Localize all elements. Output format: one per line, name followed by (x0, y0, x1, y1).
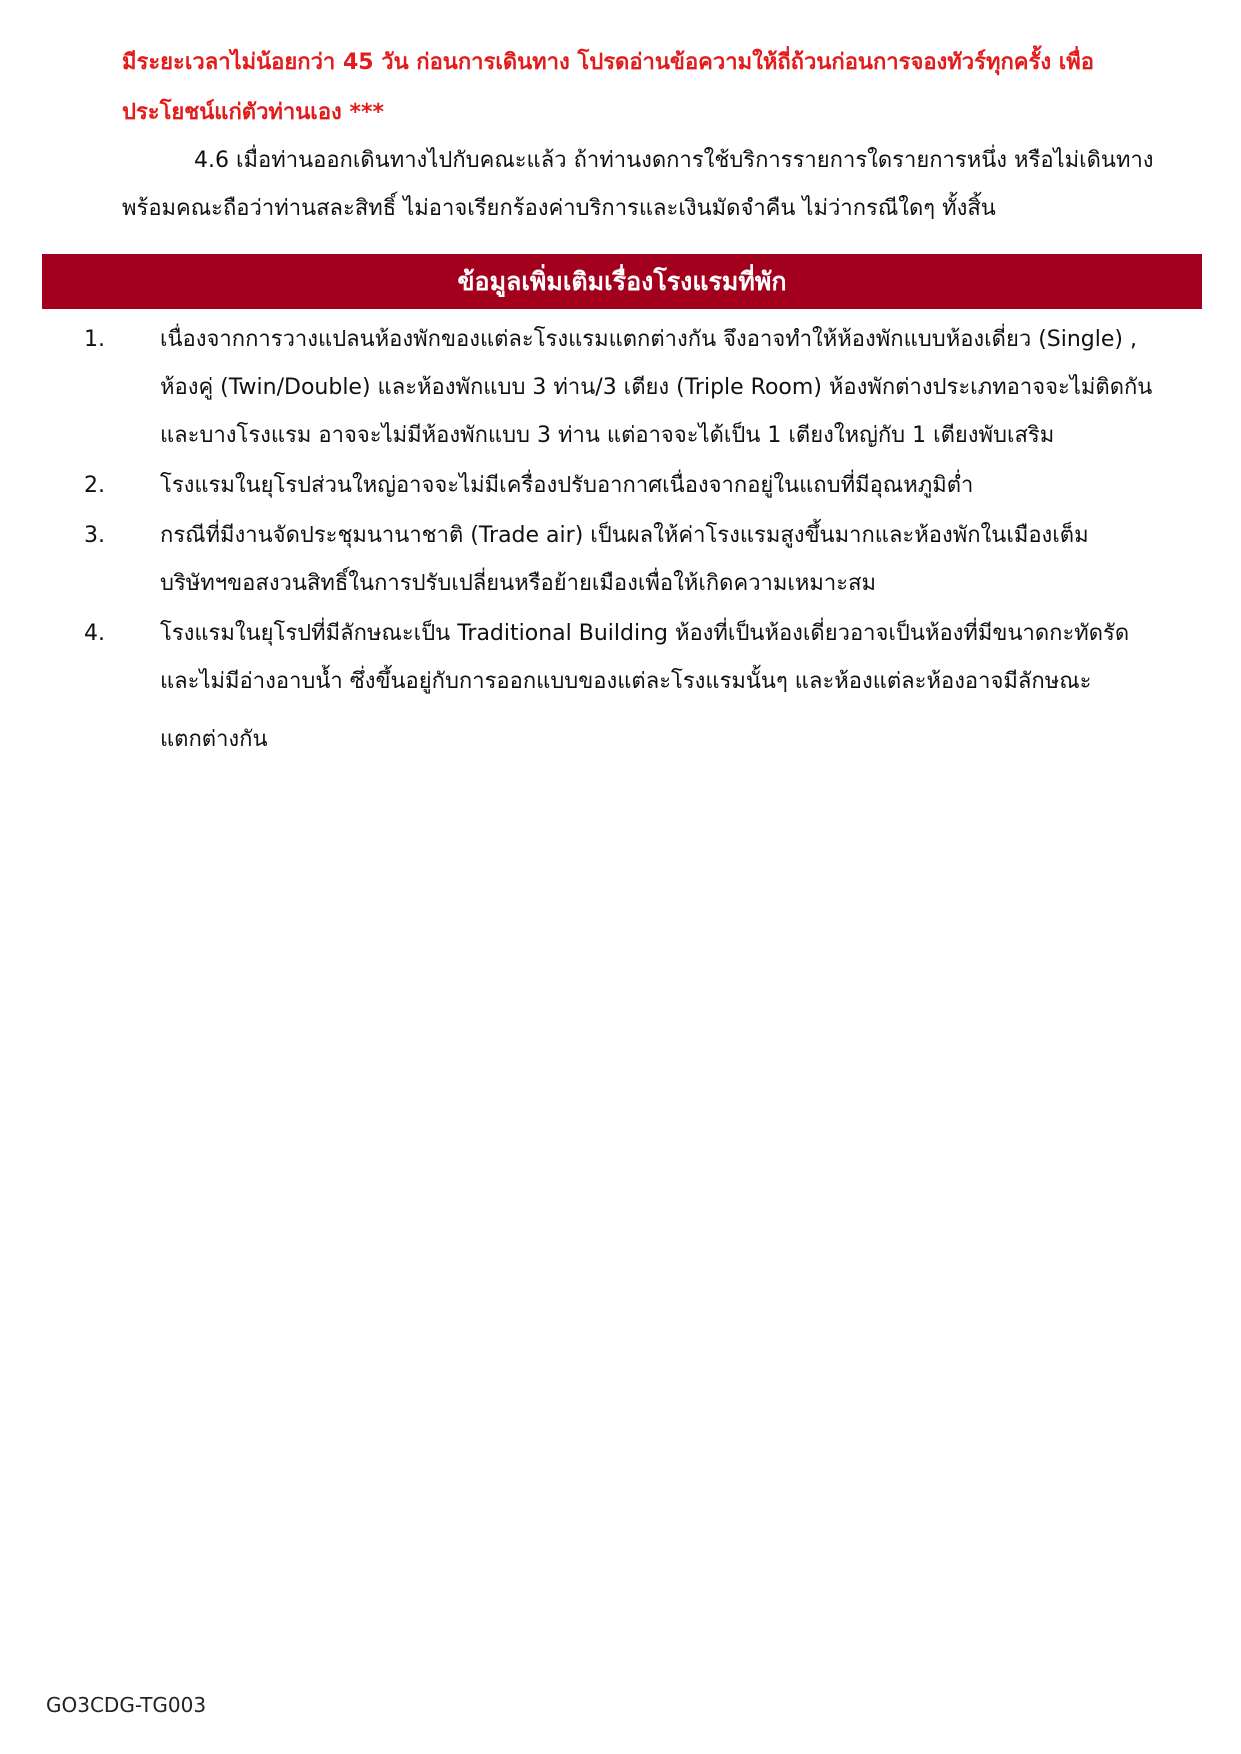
hotel-info-list (0, 316, 1241, 766)
list-item-text (160, 462, 1205, 510)
list-item-line: บริษัทฯขอสงวนสิทธิ์ในการปรับเปลี่ยนหรือย้ายเมืองเพื่อให้เกิดความเหมาะสม (160, 571, 877, 596)
warning-line-1: มีระยะเวลาไม่น้อยกว่า 45 วัน ก่อนการเดินทาง โปรดอ่านข้อความให้ถี่ถ้วนก่อนการจองทัวร์ทุกครั้ง เพื่อ (122, 50, 1094, 75)
list-item-number: 3. (84, 523, 105, 548)
list-item-line: กรณีที่มีงานจัดประชุมนานาชาติ (Trade air) เป็นผลให้ค่าโรงแรมสูงขึ้นมากและห้องพักในเมืองเต็ม (160, 523, 1089, 548)
list-item-line: และบางโรงแรม อาจจะไม่มีห้องพักแบบ 3 ท่าน แต่อาจจะได้เป็น 1 เตียงใหญ่กับ 1 เตียงพับเสริม (160, 423, 1055, 448)
list-item-text (160, 610, 1205, 764)
list-item (0, 610, 1241, 764)
section-title: ข้อมูลเพิ่มเติมเรื่องโรงแรมที่พัก (457, 266, 787, 296)
list-item-line: เนื่องจากการวางแปลนห้องพักของแต่ละโรงแรมแตกต่างกัน จึงอาจทำให้ห้องพักแบบห้องเดี่ยว (Single) , (160, 327, 1137, 352)
list-item (0, 462, 1241, 510)
booking-warning (122, 38, 1202, 138)
document-code-footer: GO3CDG-TG003 (46, 1693, 207, 1717)
list-item-number: 1. (84, 327, 105, 352)
list-item-line: โรงแรมในยุโรปที่มีลักษณะเป็น Traditional Building ห้องที่เป็นห้องเดี่ยวอาจเป็นห้องที่มีขนาดกะทัดรัด (160, 621, 1130, 646)
list-item-number: 4. (84, 621, 105, 646)
list-item-text (160, 316, 1205, 460)
list-item-number: 2. (84, 473, 105, 498)
clause-4-6-line-1: 4.6 เมื่อท่านออกเดินทางไปกับคณะแล้ว ถ้าท่านงดการใช้บริการรายการใดรายการหนึ่ง หรือไม่เดินทาง (194, 148, 1154, 173)
clause-4-6 (122, 137, 1202, 233)
warning-line-2: ประโยชน์แก่ตัวท่านเอง *** (122, 100, 384, 125)
section-title-banner (42, 254, 1202, 309)
list-item-line: และไม่มีอ่างอาบน้ำ ซึ่งขึ้นอยู่กับการออกแบบของแต่ละโรงแรมนั้นๆ และห้องแต่ละห้องอาจมีลักษณะ (160, 669, 1092, 694)
clause-4-6-line-2: พร้อมคณะถือว่าท่านสละสิทธิ์ ไม่อาจเรียกร้องค่าบริการและเงินมัดจำคืน ไม่ว่ากรณีใดๆ ทั้งสิ้น (122, 196, 996, 221)
list-item-text (160, 512, 1205, 608)
list-item-line: แตกต่างกัน (160, 727, 268, 752)
list-item (0, 512, 1241, 608)
list-item-line: ห้องคู่ (Twin/Double) และห้องพักแบบ 3 ท่าน/3 เตียง (Triple Room) ห้องพักต่างประเภทอาจจะไม่ติดกัน (160, 375, 1153, 400)
list-item (0, 316, 1241, 460)
list-item-line: โรงแรมในยุโรปส่วนใหญ่อาจจะไม่มีเครื่องปรับอากาศเนื่องจากอยู่ในแถบที่มีอุณหภูมิต่ำ (160, 473, 974, 498)
